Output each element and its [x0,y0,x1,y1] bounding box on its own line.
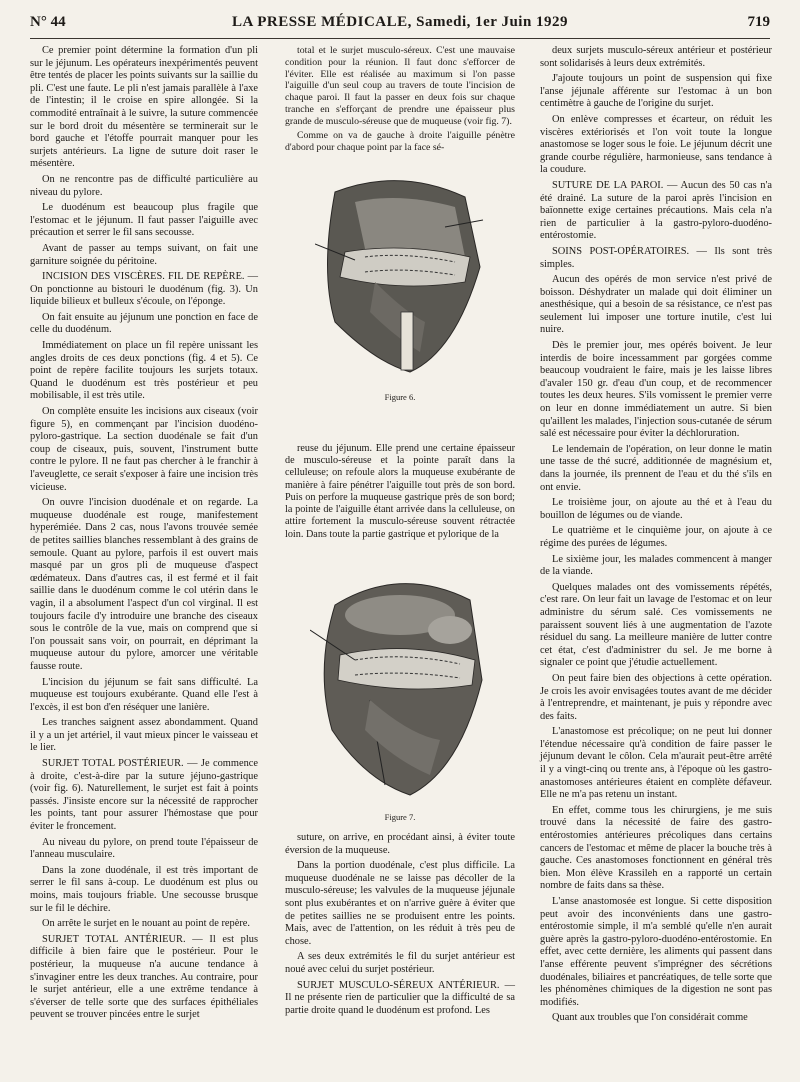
figure-6-caption: Figure 6. [384,392,416,402]
page-number: 719 [747,14,770,30]
paragraph: Dès le premier jour, mes opérés boivent. Je leur interdis de boire incessamment par gorgées comme beaucoup voudraient le faire, mais je les laisse libres d'avaler 150 gr. d'eau d'un coup, et de recommencer toutes les deux heures. S'ils vomissent le premier verre on leur en donne immédiatement un autre. Si bien qu'aillent les malades, l'injection sous-cutanée de sérum salé est nécessaire pour éviter la déchloruration. [540,340,772,440]
paragraph: Ce premier point détermine la formation d'un pli sur le jéjunum. Les opérateurs inexpérimentés peuvent être tentés de placer les points suivants sur la saillie du pli. C'est une faute. Le pli n'est jamais parallèle à l'axe de l'intestin; il le croise en spire allongée. Si la commodité entraînait à le suivre, la suture commencée sur le bord droit du mésentère se terminerait sur le bord gauche et l'étoffe pourrait manquer pour les surjets antérieurs. La ligne de suture doit raser le mésentère. [30,45,258,170]
paragraph: SURJET MUSCULO-SÉREUX ANTÉRIEUR. — Il ne présente rien de particulier que la difficulté de sa partie droite quand le duodénum est profond. Les [285,979,515,1016]
paragraph: Le duodénum est beaucoup plus fragile que l'estomac et le jéjunum. Il faut passer l'aiguille avec précaution et serrer le fil sans secousse. [30,202,258,239]
paragraph: On ouvre l'incision duodénale et on regarde. La muqueuse duodénale est rouge, manifestement hyperémiée. Dans 2 cas, nous l'avons trouvée semée de petites saillies blanches ressemblant à des grains de semoule. Quant au pylore, parfois il est ouvert mais masqué par un gros pli de muqueuse d'aspect œdémateux. Dans d'autres cas, il est fermé et il fait saillie dans le duodénum comme le col utérin dans le vagin, il a absolument l'aspect d'un col virginal. Il est toujours facile d'y introduire une branche des ciseaux sous le contrôle de la vue, mais on comprend que si l'on poussait sans voir, on pourrait, en déprimant la muqueuse autour du pylore, amorcer une véritable fausse route. [30,497,258,672]
paragraph: Quelques malades ont des vomissements répétés, c'est rare. On leur fait un lavage de l'estomac et on leur administre du sérum salé. Ces vomissements ne paraissent souvent liés à une augmentation de l'azote résiduel du sang. La meilleure manière de lutter contre cet état, c'est d'administrer du sel. Je me borne à signaler ce point que j'étudie actuellement. [540,581,772,669]
paragraph: Le lendemain de l'opération, on leur donne le matin une tasse de thé sucré, additionnée de magnésium et, dans la journée, ils prennent de l'eau et du thé s'ils en ont envie. [540,443,772,493]
column-2-middle [285,443,515,544]
header-rule [30,38,770,39]
paragraph: On enlève compresses et écarteur, on réduit les viscères extériorisés et l'on voit toute la longue anastomose se loger sous le foie. Le jéjunum décrit une grande courbe régulière, harmonieuse, sans tendance à la coudure. [540,113,772,176]
journal-title: LA PRESSE MÉDICALE, Samedi, 1er Juin 1929 [231,14,569,30]
paragraph: L'anse anastomosée est longue. Si cette disposition peut avoir des inconvénients dans une gastro-entérostomie simple, il m'a semblé qu'elle n'en aurait guère après la gastro-pyloro-duodéno-entérostomie. En effet, avec cette dernière, les aliments qui passent dans l'anse efférente peuvent s'imprégner des sécrétions duodénales, biliaires et pancréatiques, de telle sorte que les phénomènes chimiques de la digestion ne sont pas modifiés. [540,896,772,1008]
paragraph: SUTURE DE LA PAROI. — Aucun des 50 cas n'a été drainé. La suture de la paroi après l'incision en baïonnette exige certaines précautions. Mais cela n'a rien de particulier à la gastro-pyloro-duodéno-entérostomie. [540,179,772,242]
paragraph: suture, on arrive, en procédant ainsi, à éviter toute éversion de la muqueuse. [285,832,515,856]
paragraph: Au niveau du pylore, on prend toute l'épaisseur de l'anneau musculaire. [30,836,258,861]
paragraph: Avant de passer au temps suivant, on fait une garniture soignée du péritoine. [30,242,258,267]
paragraph: En effet, comme tous les chirurgiens, je me suis trouvé dans la nécessité de faire des gastro-entérostomies antérieures précoliques dans certains cancers de l'estomac et même de placer la bouche très à gauche. Ces anastomoses fonctionnent en général très bien. Mon élève Krassileh en a rapporté un certain nombre de faits dans sa thèse. [540,804,772,892]
column-3 [540,45,772,1028]
paragraph: reuse du jéjunum. Elle prend une certaine épaisseur de musculo-séreuse et la pointe paraît dans la celluleuse; on refoule alors la muqueuse exubérante de manière à faire pénétrer l'aiguille tout près de son bord. Puis on perfore la muqueuse gastrique près de son bord; la pointe de l'aiguille étant arrivée dans la celluleuse, on attire fortement la musculo-séreuse souvent rétractée loin. Dans toute la partie gastrique et pylorique de la [285,443,515,540]
paragraph: SURJET TOTAL ANTÉRIEUR. — Il est plus difficile à bien faire que le postérieur. Pour le postérieur, la muqueuse n'a aucune tendance à s'invaginer entre les deux tranches. Au contraire, pour le surjet antérieur, elle a une extrême tendance à s'éverser de telle sorte que des surfaces épithéliales peuvent se trouver pincées entre le surjet [30,933,258,1021]
column-2-bottom [285,832,515,1020]
page-header [30,14,770,40]
paragraph: J'ajoute toujours un point de suspension qui fixe l'anse jéjunale afférente sur l'estomac à un bon centimètre à gauche de l'origine du surjet. [540,73,772,110]
paragraph: deux surjets musculo-séreux antérieur et postérieur sont solidarisés à leurs deux extrémités. [540,45,772,69]
paragraph: Aucun des opérés de mon service n'est privé de boisson. Déshydrater un malade qui doit éliminer un anesthésique, qui a besoin de sa résistance, ce n'est pas seulement lui imposer une torture inutile, c'est lui nuire. [540,274,772,336]
paragraph: Le quatrième et le cinquième jour, on ajoute à ce régime des purées de légumes. [540,525,772,549]
figure-7-caption: Figure 7. [384,812,416,822]
paragraph: SURJET TOTAL POSTÉRIEUR. — Je commence à droite, c'est-à-dire par la suture jéjuno-gastrique (voir fig. 6). Naturellement, le surjet est fait à points passés. J'insiste encore sur la nécessité de rapprocher les points, tant pour assurer l'hémostase que pour éviter le froncement. [30,758,258,833]
paragraph: Le troisième jour, on ajoute au thé et à l'eau du bouillon de légumes ou de viande. [540,497,772,521]
paragraph: INCISION DES VISCÈRES. FIL DE REPÈRE. — On ponctionne au bistouri le duodénum (fig. 3). Un liquide bilieux et bulleux s'écoule, on l'éponge. [30,271,258,308]
paragraph: Les tranches saignent assez abondamment. Quand il y a un jet artériel, il vaut mieux pincer le vaisseau et le lier. [30,717,258,754]
paragraph: Dans la zone duodénale, il est très important de serrer le fil sans à-coup. Le duodénum est plus ou moins, mais toujours friable. Une secousse brusque sur le fil le déchire. [30,864,258,914]
figure-6 [285,172,515,402]
figure-7-illustration [310,560,490,810]
paragraph: On complète ensuite les incisions aux ciseaux (voir figure 5), en commençant par l'incision duodéno-pyloro-gastrique. La section duodénale se fait d'un coup de ciseaux, puis, souvent, l'instrument butte contre le pylore. Il ne faut pas chercher à le franchir à l'aveuglette, ce serait s'exposer à faire une incision très vicieuse. [30,406,258,493]
paragraph: Immédiatement on place un fil repère unissant les angles droits de ces deux ponctions (fig. 4 et 5). Ce point de repère facilite toujours les surjets totaux. Quand le duodénum est très postérieur et peu mobilisable, il est très utile. [30,340,258,402]
paragraph: On ne rencontre pas de difficulté particulière au niveau du pylore. [30,173,258,198]
paragraph: Dans la portion duodénale, c'est plus difficile. La muqueuse duodénale ne se laisse pas décoller de la musculo-séreuse; les valvules de la muqueuse jéjunale sont plus exubérantes et on n'arrive guère à éviter que de petites saillies ne se produisent entre les points. Mais, avec de l'attention, on les réduit à très peu de chose. [285,860,515,947]
paragraph: Le sixième jour, les malades commencent à manger de la viande. [540,553,772,578]
figure-6-illustration [315,172,485,390]
column-1 [30,45,258,1025]
paragraph: On arrête le surjet en le nouant au point de repère. [42,918,251,930]
issue-number: N° 44 [30,14,66,30]
figure-7 [285,560,515,822]
column-2-top [285,45,515,157]
paragraph: Quant aux troubles que l'on considérait comme [552,1012,748,1024]
paragraph: L'incision du jéjunum se fait sans difficulté. La muqueuse est toujours exubérante. Quand elle l'est à l'excès, il est bon d'en réséquer une lanière. [30,676,258,713]
paragraph: A ses deux extrémités le fil du surjet antérieur est noué avec celui du surjet postérieur. [285,951,515,975]
paragraph: SOINS POST-OPÉRATOIRES. — Ils sont très simples. [540,245,772,270]
paragraph: On peut faire bien des objections à cette opération. Je crois les avoir envisagées toutes avant de me décider à l'entreprendre, et maintenant, je puis y répondre avec des faits. [540,672,772,722]
paragraph: Comme on va de gauche à droite l'aiguille pénètre d'abord pour chaque point par la face sé- [285,130,515,154]
paragraph: total et le surjet musculo-séreux. C'est une mauvaise condition pour la réunion. Il faut donc s'efforcer de l'éviter. Elle est réalisée au maximum si l'on passe l'aiguille d'un seul coup au travers de toute l'incision de chaque paroi. Il faut la passer en deux fois sur chaque tranche en s'efforçant de prendre une épaisseur plus grande de musculo-séreuse que de muqueuse (voir fig. 7). [285,45,515,127]
paragraph: On fait ensuite au jéjunum une ponction en face de celle du duodénum. [30,311,258,336]
paragraph: L'anastomose est précolique; on ne peut lui donner l'étendue nécessaire qu'à condition de faire passer le jéjunum devant le côlon. Cela m'aurait peut-être arrêté il y a vingt-cinq ou trente ans, à l'époque où les gastro-anastomoses antérieures étaient en complète défaveur. Elle ne m'a pas retenu un instant. [540,726,772,801]
